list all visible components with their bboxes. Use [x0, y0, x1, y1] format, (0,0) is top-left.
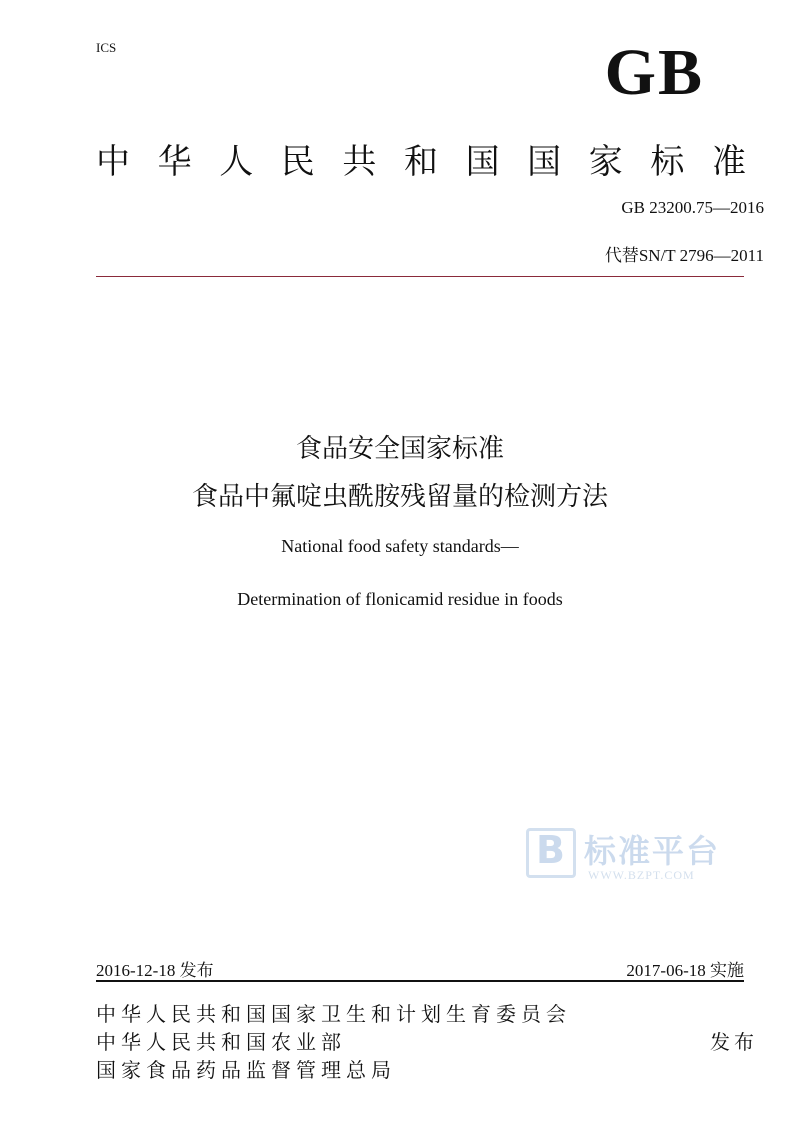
standard-type-char: 人 — [219, 142, 254, 182]
title-chinese-line-2: 食品中氟啶虫酰胺残留量的检测方法 — [191, 482, 608, 512]
gb-logo: GB — [604, 36, 704, 109]
standard-type-char: 中 — [96, 142, 130, 182]
standard-type-char: 华 — [157, 142, 192, 182]
watermark — [524, 826, 744, 886]
standard-type-char: 共 — [342, 142, 377, 182]
standard-type-char: 国 — [527, 142, 562, 182]
standard-type-char: 和 — [403, 142, 438, 182]
standard-type-char: 准 — [711, 142, 746, 182]
footer-divider — [96, 980, 744, 982]
title-chinese-line-1: 食品安全国家标准 — [295, 434, 504, 464]
standard-type-char: 标 — [650, 142, 685, 182]
standard-type-char: 家 — [588, 142, 623, 182]
title-english-line-2: Determination of flonicamid residue in foods — [237, 589, 563, 609]
watermark-name: 标准平台 — [584, 832, 721, 870]
watermark-url: WWW.BZPT.COM — [588, 868, 695, 882]
replaces-standard: 代替SN/T 2796—2011 — [604, 246, 764, 265]
issuer-line: 中华人民共和国农业部 — [96, 1030, 346, 1054]
standard-type-heading — [96, 142, 746, 182]
issue-date: 2016-12-18 发布 — [96, 961, 214, 980]
standard-type-char: 国 — [465, 142, 500, 182]
header-divider — [96, 276, 744, 277]
issuer-line: 中华人民共和国国家卫生和计划生育委员会 — [96, 1002, 571, 1026]
standard-type-char: 民 — [280, 142, 315, 182]
ics-label: ICS — [96, 40, 117, 55]
issuer-line: 国家食品药品监督管理总局 — [96, 1058, 396, 1082]
standard-number: GB 23200.75—2016 — [621, 198, 764, 217]
publish-label: 发布 — [710, 1030, 758, 1054]
watermark-logo-letter: B — [536, 828, 565, 872]
implementation-date: 2017-06-18 实施 — [626, 961, 744, 980]
title-english-line-1: National food safety standards— — [281, 536, 519, 556]
